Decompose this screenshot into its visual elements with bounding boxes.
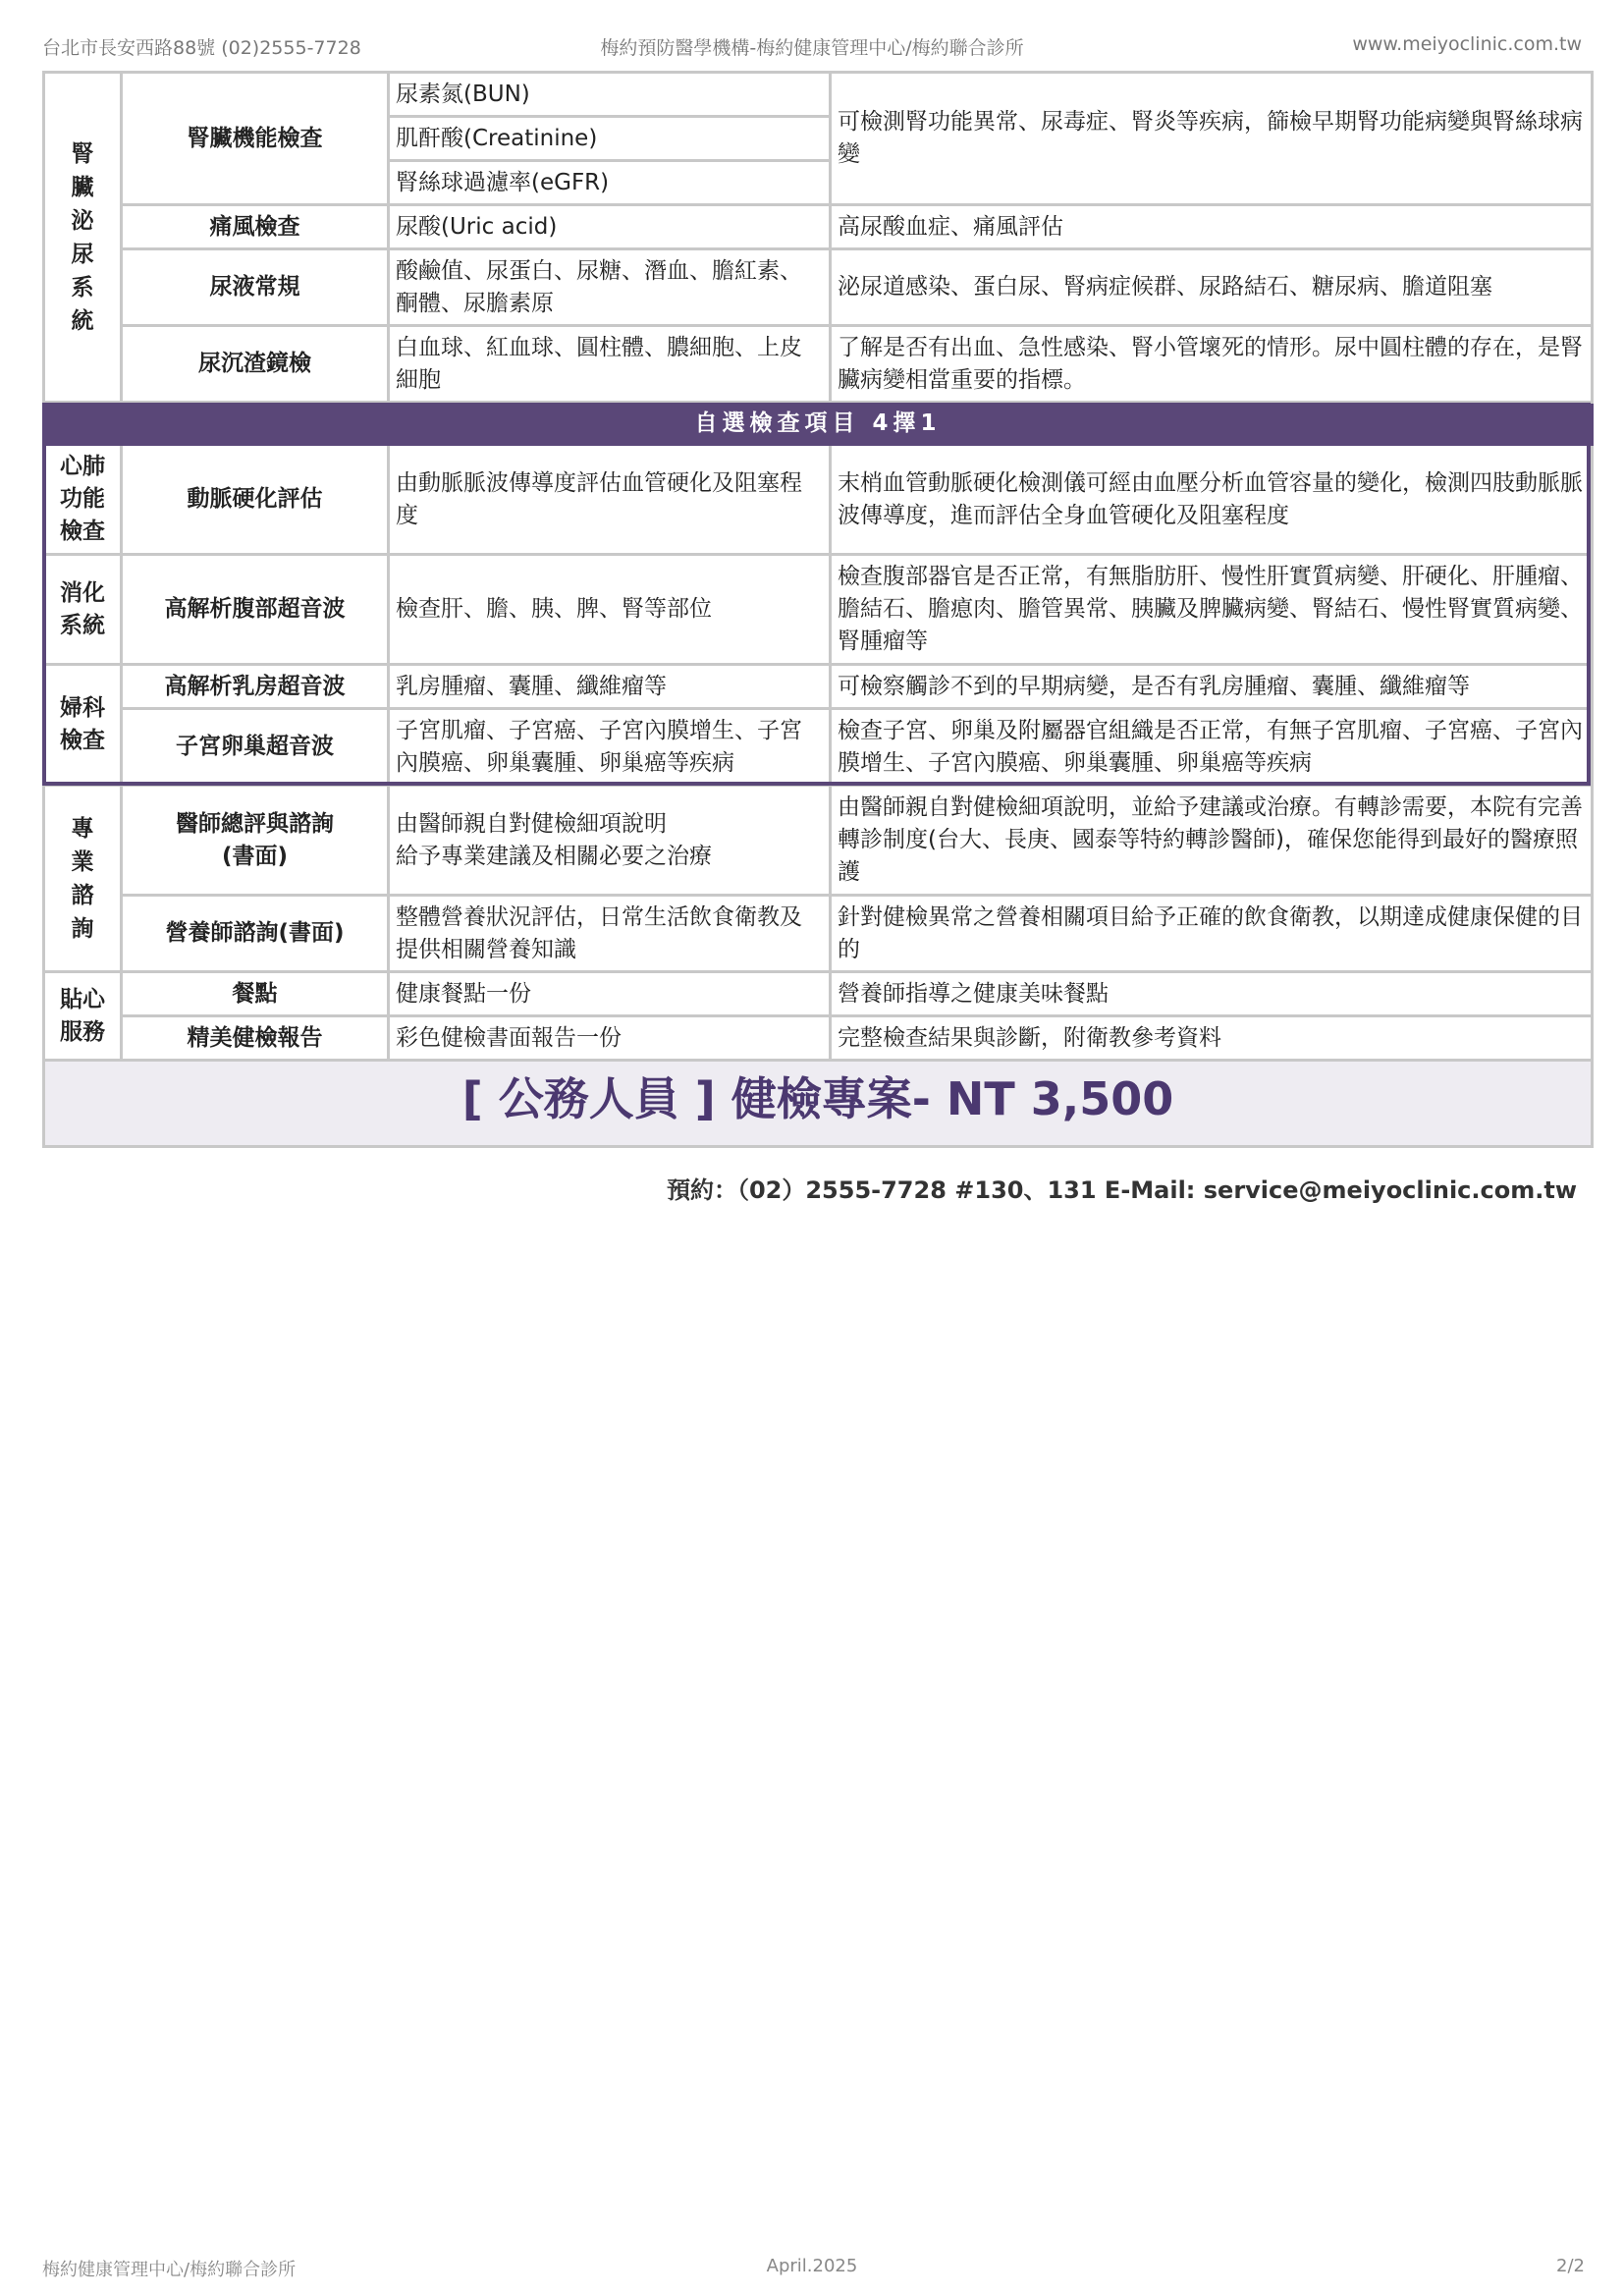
exam-desc: 檢查子宮、卵巢及附屬器官組織是否正常，有無子宮肌瘤、子宮癌、子宮內膜增生、子宮內膜癌、卵巢囊腫、卵巢癌等疾病 — [831, 709, 1593, 786]
price-cell — [44, 1061, 1593, 1147]
exam-item: 子宮肌瘤、子宮癌、子宮內膜增生、子宮內膜癌、卵巢囊腫、卵巢癌等疾病 — [389, 709, 831, 786]
exam-desc: 可檢測腎功能異常、尿毒症、腎炎等疾病，篩檢早期腎功能病變與腎絲球病變 — [831, 73, 1593, 205]
exam-item: 肌酐酸(Creatinine) — [389, 117, 831, 161]
exam-name: 子宮卵巢超音波 — [122, 709, 389, 786]
exam-desc: 檢查腹部器官是否正常，有無脂肪肝、慢性肝實質病變、肝硬化、肝腫瘤、膽結石、膽瘜肉、膽管異常、胰臟及脾臟病變、腎結石、慢性腎實質病變、腎腫瘤等 — [831, 555, 1593, 665]
table-row — [44, 73, 1593, 117]
table-row — [44, 665, 1593, 709]
table-row — [44, 896, 1593, 972]
exam-desc: 針對健檢異常之營養相關項目給予正確的飲食衛教，以期達成健康保健的目的 — [831, 896, 1593, 972]
table-row — [44, 1016, 1593, 1061]
exam-item: 尿酸(Uric acid) — [389, 205, 831, 249]
exam-name: 尿沉渣鏡檢 — [122, 326, 389, 403]
exam-item: 酸鹼值、尿蛋白、尿糖、潛血、膽紅素、酮體、尿膽素原 — [389, 249, 831, 326]
exam-item: 白血球、紅血球、圓柱體、膿細胞、上皮細胞 — [389, 326, 831, 403]
table-row — [44, 709, 1593, 786]
exam-item: 由動脈脈波傳導度評估血管硬化及阻塞程度 — [389, 445, 831, 555]
system-cell-gyn: 婦科檢查 — [44, 665, 122, 786]
exam-desc: 末梢血管動脈硬化檢測儀可經由血壓分析血管容量的變化，檢測四肢動脈脈波傳導度，進而評估全身血管硬化及阻塞程度 — [831, 445, 1593, 555]
exam-name: 高解析腹部超音波 — [122, 555, 389, 665]
exam-item: 檢查肝、膽、胰、脾、腎等部位 — [389, 555, 831, 665]
price-title: [ 公務人員 ] 健檢專案- NT 3,500 — [461, 1071, 1174, 1125]
table-row — [44, 205, 1593, 249]
system-cell-kidney: 腎 臟 泌 尿 系 統 — [44, 73, 122, 403]
exam-desc: 營養師指導之健康美味餐點 — [831, 972, 1593, 1016]
table-row — [44, 786, 1593, 896]
exam-desc: 可檢察觸診不到的早期病變，是否有乳房腫瘤、囊腫、纖維瘤等 — [831, 665, 1593, 709]
table-row — [44, 445, 1593, 555]
exam-item: 整體營養狀況評估，日常生活飲食衛教及提供相關營養知識 — [389, 896, 831, 972]
exam-name: 尿液常規 — [122, 249, 389, 326]
table-row — [44, 326, 1593, 403]
exam-item: 尿素氮(BUN) — [389, 73, 831, 117]
exam-desc: 高尿酸血症、痛風評估 — [831, 205, 1593, 249]
exam-table — [42, 71, 1594, 1148]
system-cell-consult: 專 業 諮 詢 — [44, 786, 122, 972]
system-cell-care: 貼心服務 — [44, 972, 122, 1061]
exam-name: 腎臟機能檢查 — [122, 73, 389, 205]
exam-item: 腎絲球過濾率(eGFR) — [389, 161, 831, 205]
exam-name: 醫師總評與諮詢 (書面) — [122, 786, 389, 896]
footer-date: April.2025 — [766, 2256, 858, 2276]
header-org: 梅約預防醫學機構-梅約健康管理中心/梅約聯合診所 — [600, 37, 1024, 59]
exam-desc: 完整檢查結果與診斷，附衛教參考資料 — [831, 1016, 1593, 1061]
table-row — [44, 555, 1593, 665]
table-row — [44, 972, 1593, 1016]
exam-desc: 了解是否有出血、急性感染、腎小管壞死的情形。尿中圓柱體的存在，是腎臟病變相當重要的指標。 — [831, 326, 1593, 403]
exam-desc: 泌尿道感染、蛋白尿、腎病症候群、尿路結石、糖尿病、膽道阻塞 — [831, 249, 1593, 326]
exam-item: 彩色健檢書面報告一份 — [389, 1016, 831, 1061]
exam-name: 痛風檢查 — [122, 205, 389, 249]
table-row — [44, 249, 1593, 326]
system-cell-cardio: 心肺功能檢查 — [44, 445, 122, 555]
exam-name: 精美健檢報告 — [122, 1016, 389, 1061]
exam-name: 高解析乳房超音波 — [122, 665, 389, 709]
exam-name: 營養師諮詢(書面) — [122, 896, 389, 972]
optional-band-row — [44, 403, 1593, 445]
exam-item: 乳房腫瘤、囊腫、纖維瘤等 — [389, 665, 831, 709]
header-website[interactable]: www.meiyoclinic.com.tw — [1352, 33, 1582, 55]
contact-info: 預約：（02）2555-7728 #130、131 E-Mail: service@meiyoclinic.com.tw — [666, 1176, 1577, 1204]
exam-desc: 由醫師親自對健檢細項說明，並給予建議或治療。有轉診需要，本院有完善轉診制度(台大、長庚、國泰等特約轉診醫師)，確保您能得到最好的醫療照護 — [831, 786, 1593, 896]
exam-name: 餐點 — [122, 972, 389, 1016]
exam-item: 由醫師親自對健檢細項說明 給予專業建議及相關必要之治療 — [389, 786, 831, 896]
system-cell-digestive: 消化系統 — [44, 555, 122, 665]
footer-page-number: 2/2 — [1556, 2256, 1585, 2276]
price-row — [44, 1061, 1593, 1147]
exam-name: 動脈硬化評估 — [122, 445, 389, 555]
optional-band: 自選檢查項目 4擇1 — [44, 403, 1593, 445]
footer-org: 梅約健康管理中心/梅約聯合診所 — [42, 2260, 297, 2280]
exam-item: 健康餐點一份 — [389, 972, 831, 1016]
header-address: 台北市長安西路88號 (02)2555-7728 — [42, 37, 361, 59]
